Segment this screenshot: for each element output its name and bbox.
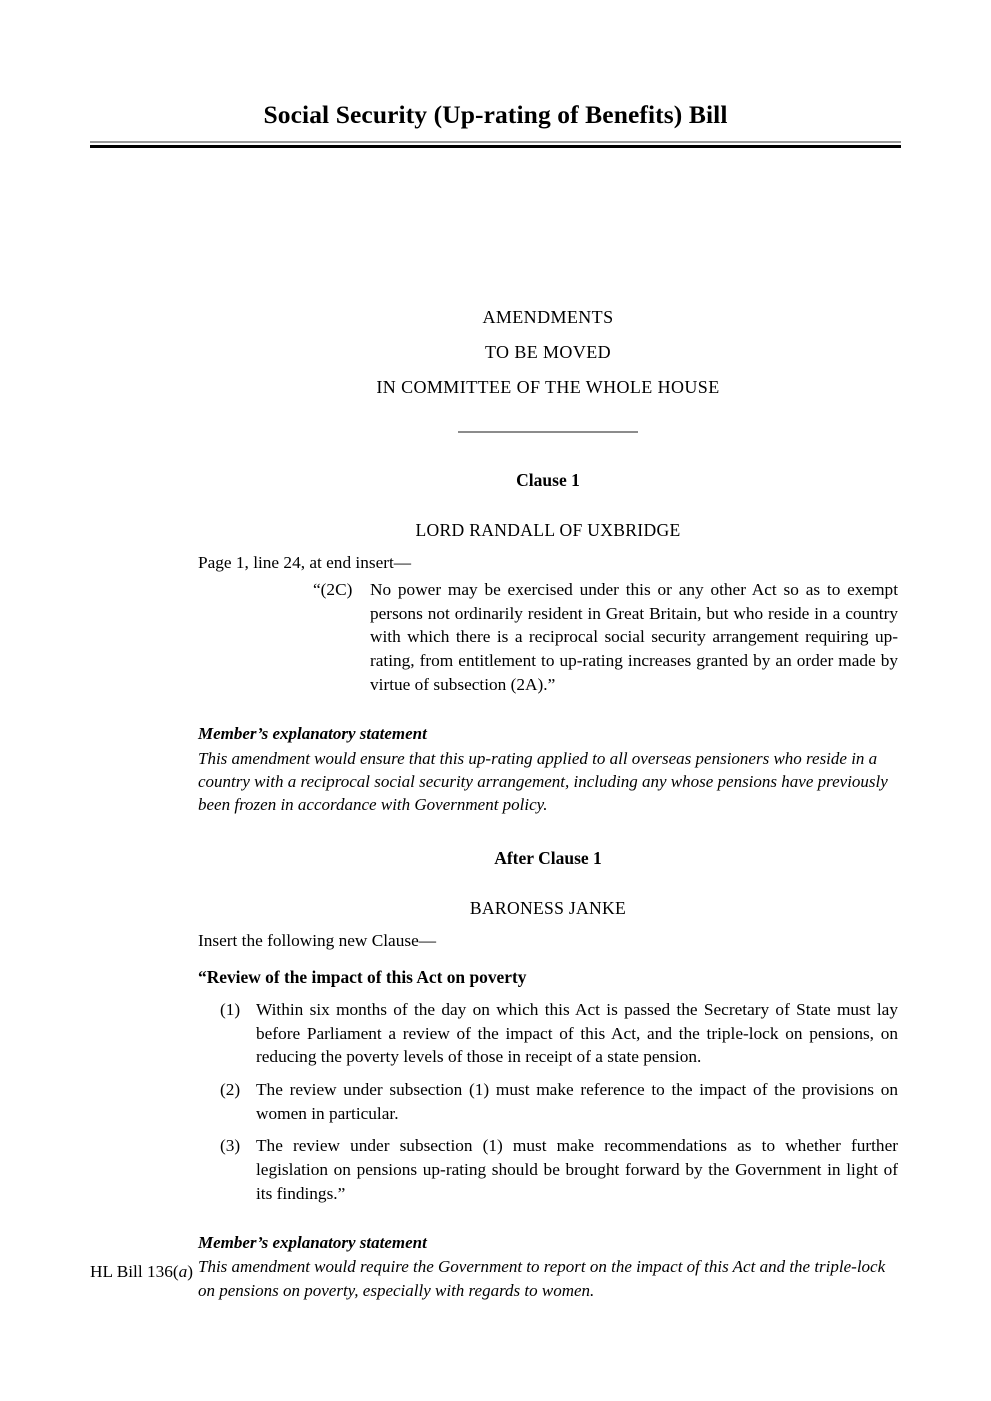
amendment-lead-after-clause-1: Insert the following new Clause— (198, 930, 437, 950)
spacer (198, 956, 898, 966)
explanatory-statement-body: This amendment would require the Government to report on the impact of this Act and the triple-lock on pensions on poverty, especially with regards to women. (198, 1257, 886, 1300)
subsection-number: (3) (220, 1136, 241, 1156)
explanatory-statement-heading: Member’s explanatory statement (198, 724, 427, 744)
new-clause-subsection-list (198, 998, 898, 1206)
heading-line-amendments: AMENDMENTS (482, 307, 614, 327)
footer-prefix: HL Bill 136( (90, 1262, 179, 1281)
quoted-subsection-text: No power may be exercised under this or any other Act so as to exempt persons not ordinarily resident in Great Britain, but who reside in a country with which there is a reciprocal social security arrangement requiring up-rating, from entitlement to up-rating increases granted by an order made by virtue of subsection (2A).” (370, 580, 898, 694)
subsection-text: Within six months of the day on which this Act is passed the Secretary of State must lay before Parliament a review of the impact of this Act, and the triple-lock on pensions, on reducing the poverty levels of those in receipt of a state pension. (256, 999, 898, 1067)
page-title: Social Security (Up-rating of Benefits) Bill (263, 100, 728, 129)
spacer (198, 817, 898, 847)
section-divider-rule (458, 431, 638, 433)
quoted-subsection-2c (198, 578, 898, 696)
amendment-section-after-clause-1 (198, 847, 898, 1302)
heading-line-to-be-moved: TO BE MOVED (484, 342, 612, 363)
footer-suffix: ) (187, 1262, 194, 1281)
list-item (198, 1134, 898, 1205)
subsection-text: The review under subsection (1) must make recommendations as to whether further legislation on pensions up-rating should be brought forward by the Government in light of its findings.” (256, 1136, 898, 1203)
title-divider-thin-rule (90, 141, 901, 143)
heading-line-in-committee: IN COMMITTEE OF THE WHOLE HOUSE (376, 377, 720, 398)
document-body (198, 300, 898, 1302)
subsection-number: (2) (220, 1079, 241, 1099)
title-block (90, 100, 901, 147)
member-name-after-clause-1: BARONESS JANKE (469, 897, 627, 918)
subsection-text: The review under subsection (1) must make reference to the impact of the provisions on women in particular. (256, 1079, 898, 1123)
quoted-subsection-number: “(2C) (313, 580, 353, 600)
title-divider (90, 141, 901, 147)
section-heading-clause-1: Clause 1 (516, 469, 580, 490)
explanatory-statement-body: This amendment would ensure that this up-rating applied to all overseas pensioners who reside in a country with a reciprocal social security arrangement, including any whose pensions have previously been frozen in accordance with Government policy. (198, 748, 888, 815)
list-item (198, 998, 898, 1069)
amendment-section-clause-1 (198, 469, 898, 817)
section-divider (198, 419, 898, 443)
title-divider-thick-rule (90, 145, 901, 148)
explanatory-statement-heading: Member’s explanatory statement (198, 1233, 427, 1253)
footer-bill-reference (90, 1262, 193, 1282)
explanatory-statement-after-clause-1 (198, 1231, 898, 1302)
new-clause-title: “Review of the impact of this Act on poverty (198, 967, 527, 988)
member-name-clause-1: LORD RANDALL OF UXBRIDGE (415, 519, 681, 540)
explanatory-statement-clause-1 (198, 722, 898, 816)
section-heading-after-clause-1: After Clause 1 (494, 847, 602, 868)
subsection-number: (1) (220, 999, 241, 1019)
list-item (198, 1078, 898, 1125)
footer-italic-letter: a (178, 1262, 188, 1281)
amendment-lead-clause-1: Page 1, line 24, at end insert— (198, 552, 412, 572)
